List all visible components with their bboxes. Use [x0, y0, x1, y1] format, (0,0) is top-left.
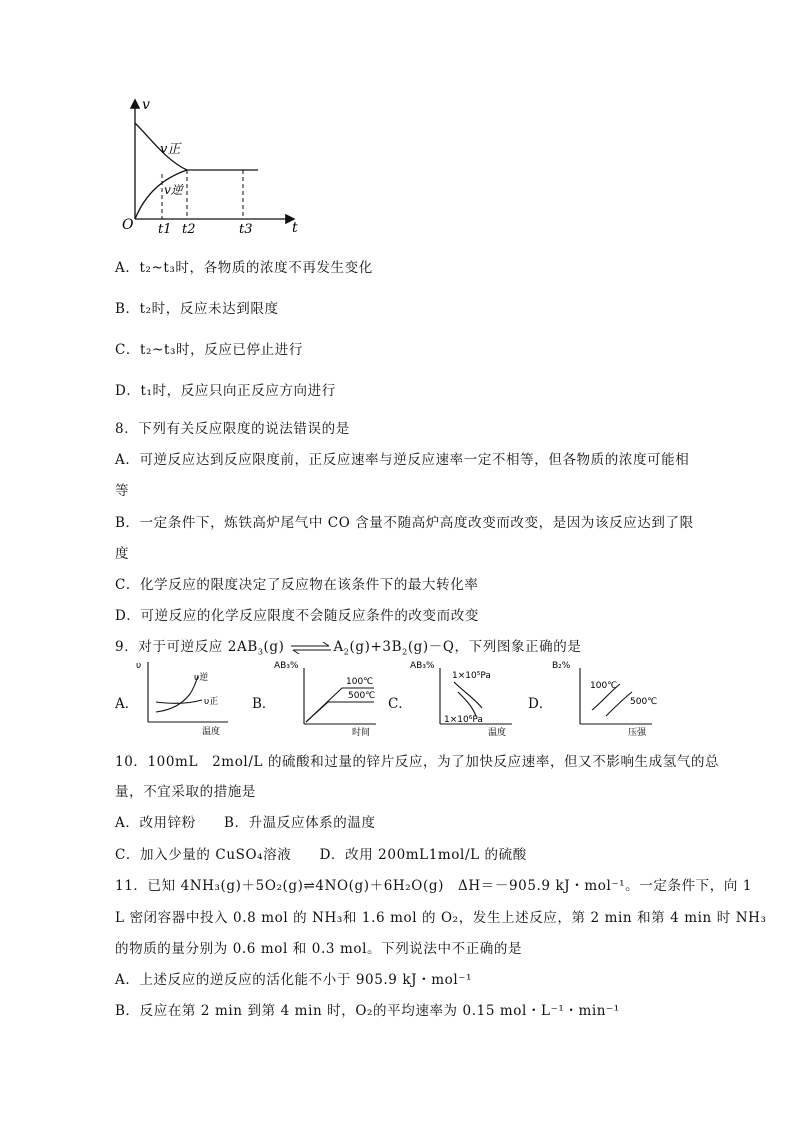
- graph-b-xlabel: 时间: [352, 728, 371, 736]
- q9-option-d-label: D．: [528, 696, 553, 712]
- q9-option-b-label: B．: [252, 696, 276, 712]
- q8-option-a-line1: A．可逆反应达到反应限度前，正反应速率与逆反应速率一定不相等，但各物质的浓度可能相: [115, 452, 690, 468]
- q10-stem-line2: 量，不宜采取的措施是: [115, 784, 256, 800]
- graph-d-500c: [606, 692, 632, 716]
- q9-graph-d: [548, 656, 658, 736]
- graph-a-ylabel: υ: [136, 661, 142, 671]
- graph-b-s2: 500℃: [348, 691, 376, 701]
- graph-c-1e5: [454, 682, 482, 708]
- graph-a-v-forward: [156, 700, 202, 703]
- graph-c-1e6: [458, 692, 476, 716]
- equilibrium-arrow-icon: [289, 642, 333, 654]
- q8-option-c: C．化学反应的限度决定了反应物在该条件下的最大转化率: [115, 577, 479, 593]
- origin-label: O: [122, 217, 134, 233]
- graph-b-500c: [306, 702, 374, 722]
- q10-stem-line1: 10．100mL 2mol/L 的硫酸和过量的锌片反应，为了加快反应速率，但又不影响生成氢气的总: [115, 754, 720, 770]
- graph-a-v-reverse: [156, 676, 198, 712]
- q9-option-c-label: C．: [388, 696, 412, 712]
- graph-b-ylabel: AB₃%: [274, 661, 299, 671]
- q7-option-d: D．t₁时，反应只向正反应方向进行: [115, 383, 336, 399]
- axis-v-label: v: [142, 97, 150, 113]
- axis-t-label: t: [292, 220, 298, 235]
- q11-option-a: A．上述反应的逆反应的活化能不小于 905.9 kJ・mol⁻¹: [115, 972, 473, 988]
- v-forward-label: v正: [160, 142, 181, 157]
- q8-option-b-line1: B．一定条件下，炼铁高炉尾气中 CO 含量不随高炉高度改变而改变，是因为该反应达到了限: [115, 515, 694, 531]
- q8-stem: 8．下列有关反应限度的说法错误的是: [115, 421, 350, 437]
- q7-option-b: B．t₂时，反应未达到限度: [115, 301, 279, 317]
- graph-a-s2: υ正: [204, 697, 219, 707]
- q7-option-a: A．t₂~t₃时，各物质的浓度不再发生变化: [115, 260, 373, 276]
- q11-stem-line1: 11．已知 4NH₃(g)＋5O₂(g)⇌4NO(g)＋6H₂O(g) ΔH＝－905.9 kJ・mol⁻¹。一定条件下，向 1: [115, 878, 753, 894]
- graph-c-s1: 1×10⁵Pa: [452, 671, 491, 681]
- graph-d-s1: 100℃: [590, 681, 618, 691]
- velocity-time-graph: [115, 95, 305, 235]
- q9-graph-c: [408, 656, 518, 736]
- graph-d-ylabel: B₂%: [552, 661, 571, 671]
- v-reverse-label: v逆: [164, 183, 183, 197]
- graph-a-s1: υ逆: [194, 673, 209, 683]
- q9-option-a-label: A．: [115, 696, 139, 712]
- q8-option-a-line2: 等: [115, 483, 130, 499]
- t1-label: t1: [158, 222, 172, 235]
- graph-d-xlabel: 压强: [628, 728, 647, 736]
- graph-a-xlabel: 温度: [202, 727, 221, 736]
- q9-stem: 9．对于可逆反应 $2AB_3(g)$ $A_2(g)+3B_2(g)-Q$，下列图象正确的是: [115, 639, 582, 657]
- q7-option-c: C．t₂~t₃时，反应已停止进行: [115, 342, 303, 358]
- q9-graph-b: [272, 656, 382, 736]
- q11-option-b: B．反应在第 2 min 到第 4 min 时，O₂的平均速率为 0.15 mol・L⁻¹・min⁻¹: [115, 1003, 620, 1019]
- graph-c-s2: 1×10⁶Pa: [444, 715, 483, 725]
- graph-b-s1: 100℃: [346, 677, 374, 687]
- graph-c-ylabel: AB₃%: [410, 661, 435, 671]
- t3-label: t3: [239, 222, 253, 235]
- q8-option-d: D．可逆反应的化学反应限度不会随反应条件的改变而改变: [115, 608, 479, 624]
- q11-stem-line3: 的物质的量分别为 0.6 mol 和 0.3 mol。下列说法中不正确的是: [115, 941, 523, 957]
- graph-c-xlabel: 温度: [488, 728, 507, 736]
- q11-stem-line2: L 密闭容器中投入 0.8 mol 的 NH₃和 1.6 mol 的 O₂，发生上述反应，第 2 min 和第 4 min 时 NH₃: [115, 910, 767, 926]
- t2-label: t2: [182, 222, 196, 235]
- q9-graph-a: [132, 656, 232, 736]
- graph-d-s2: 500℃: [630, 697, 658, 707]
- q8-option-b-line2: 度: [115, 546, 130, 562]
- q10-options-cd: C．加入少量的 CuSO₄溶液 D．改用 200mL1mol/L 的硫酸: [115, 847, 527, 863]
- q10-options-ab: A．改用锌粉 B．升温反应体系的温度: [115, 815, 376, 831]
